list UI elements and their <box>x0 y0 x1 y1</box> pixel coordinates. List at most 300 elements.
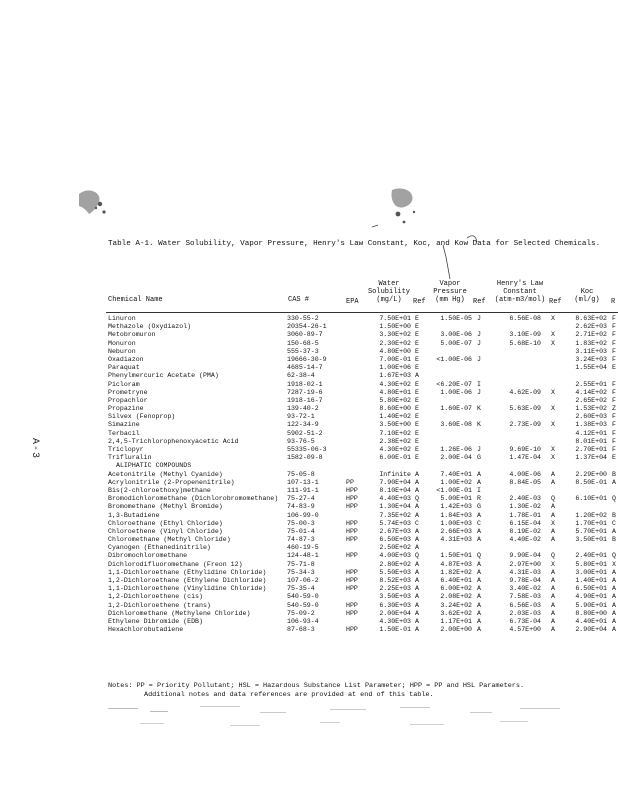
cas-number-cell: 75-35-4 <box>287 585 315 593</box>
cas-number-cell: 75-71-8 <box>287 560 315 568</box>
water-solubility-cell: 1.50E+00 <box>379 323 411 331</box>
water-solubility-cell: 1.50E-01 <box>379 626 411 634</box>
ref-cell: A <box>415 577 419 584</box>
ref-cell: E <box>415 364 419 372</box>
ref-cell: E <box>415 429 419 437</box>
ref-cell: J <box>477 339 481 347</box>
header-line: Pressure <box>433 288 467 296</box>
table-row <box>0 389 618 397</box>
vapor-pressure-cell: 3.00E-06 <box>440 331 472 339</box>
vapor-pressure-cell: 2.08E+02 <box>440 593 472 601</box>
table-row <box>0 340 618 348</box>
table-row <box>0 528 618 536</box>
ref-cell: J <box>477 331 481 339</box>
ref-cell: X <box>551 339 555 347</box>
epa-code-cell: HPP <box>346 568 358 576</box>
ref-cell: C <box>415 519 419 527</box>
header-line: Koc <box>580 288 594 296</box>
chemical-name-cell: 1,2-Dichloroethane (Ethylene Dichloride) <box>108 577 267 584</box>
ref-cell: A <box>477 560 481 568</box>
water-solubility-cell: 4.30E+03 <box>379 617 411 625</box>
water-solubility-cell: 7.00E-01 <box>379 355 411 363</box>
water-solubility-cell: 2.25E+03 <box>379 585 411 593</box>
cas-number-cell: 111-91-1 <box>287 486 319 494</box>
table-row <box>0 544 618 552</box>
cas-number-cell: 540-59-0 <box>287 601 319 609</box>
vapor-pressure-cell: <6.20E-07 <box>436 380 472 388</box>
henrys-law-cell: 4.57E+00 <box>509 626 541 634</box>
koc-cell: 4.90E+01 <box>575 593 607 601</box>
koc-cell: 3.50E+01 <box>575 536 607 544</box>
vapor-pressure-cell: 1.50E+01 <box>440 552 472 560</box>
water-solubility-cell: 8.10E+04 <box>379 486 411 494</box>
table-row <box>0 364 618 372</box>
section-heading: ALIPHATIC COMPOUNDS <box>116 462 192 470</box>
koc-cell: 2.55E+01 <box>575 380 607 388</box>
header-line: (ml/g) <box>574 296 600 304</box>
cas-number-cell: 122-34-9 <box>287 421 319 429</box>
header-line: (atm-m3/mol) <box>494 296 546 304</box>
henrys-law-cell: 1.47E-04 <box>509 454 541 462</box>
chemical-name-cell: Dibromochloromethane <box>108 552 188 560</box>
henrys-law-cell: 4.62E-09 <box>509 388 541 396</box>
ref-cell: F <box>612 396 616 404</box>
chemical-name-cell: Monuron <box>108 339 136 347</box>
ref-cell: F <box>612 323 616 331</box>
water-solubility-cell: 4.80E+00 <box>379 347 411 355</box>
ref-cell: A <box>415 536 419 544</box>
water-solubility-cell: 4.80E+01 <box>379 388 411 396</box>
koc-cell: 5.90E+01 <box>575 601 607 609</box>
vapor-pressure-cell: 2.00E+00 <box>440 626 472 634</box>
koc-cell: 6.10E+01 <box>575 495 607 503</box>
ref-cell: E <box>415 355 419 363</box>
ref-cell: B <box>612 536 616 544</box>
henrys-law-cell: 7.58E-03 <box>509 593 541 601</box>
ref-cell: A <box>415 511 419 519</box>
ref-cell: A <box>551 536 555 544</box>
chemical-name-cell: Neburon <box>108 347 136 355</box>
table-row <box>0 602 618 610</box>
ref-cell: A <box>477 593 481 601</box>
table-body <box>0 315 618 634</box>
table-row <box>0 569 618 577</box>
ref-cell: A <box>415 486 419 494</box>
ref-cell: F <box>612 446 616 453</box>
koc-cell: 1.40E+01 <box>575 577 607 584</box>
ref-cell: A <box>477 585 481 593</box>
cas-number-cell: 107-06-2 <box>287 577 319 584</box>
henrys-law-cell: 4.31E-03 <box>509 568 541 576</box>
vapor-pressure-cell: <1.00E-01 <box>436 486 472 494</box>
vapor-pressure-cell: 1.82E+02 <box>440 568 472 576</box>
table-row <box>0 372 618 380</box>
cas-number-cell: 55335-06-3 <box>287 446 327 453</box>
water-solubility-cell: 6.50E+03 <box>379 536 411 544</box>
ref-cell: Q <box>415 552 419 560</box>
koc-cell: 2.65E+02 <box>575 396 607 404</box>
ref-cell: B <box>612 470 616 478</box>
koc-cell: 1.20E+02 <box>575 511 607 519</box>
table-row <box>0 593 618 601</box>
vapor-pressure-cell: 2.00E-04 <box>440 454 472 462</box>
chemical-name-cell: Propachlor <box>108 396 148 404</box>
ref-cell: A <box>551 617 555 625</box>
ref-cell: A <box>477 470 481 478</box>
cas-number-cell: 330-55-2 <box>287 315 319 322</box>
cas-number-cell: 106-99-0 <box>287 511 319 519</box>
chemical-name-cell: Oxadiazon <box>108 355 144 363</box>
section-heading-row <box>0 462 618 470</box>
chemical-name-cell: Acetonitrile (Methyl Cyanide) <box>108 470 223 478</box>
table-row <box>0 331 618 339</box>
ref-cell: A <box>612 527 616 535</box>
ref-cell: Q <box>551 495 555 503</box>
cas-number-cell: 62-38-4 <box>287 372 315 380</box>
chemical-name-cell: Methazole (Oxydiazol) <box>108 323 192 331</box>
table-row <box>0 413 618 421</box>
vapor-pressure-cell: 1.00E+02 <box>440 478 472 486</box>
henrys-law-cell: 5.68E-10 <box>509 339 541 347</box>
cas-number-cell: 93-76-5 <box>287 437 315 445</box>
ref-cell: X <box>551 421 555 429</box>
ref-cell: A <box>415 544 419 552</box>
water-solubility-cell: 7.35E+02 <box>379 511 411 519</box>
epa-code-cell: HPP <box>346 577 358 584</box>
header-chemical-name: Chemical Name <box>108 296 163 304</box>
cas-number-cell: 20354-26-1 <box>287 323 327 331</box>
ref-cell: E <box>415 446 419 453</box>
vapor-pressure-cell: 1.42E+03 <box>440 503 472 511</box>
ref-cell: A <box>551 503 555 511</box>
epa-code-cell: HPP <box>346 536 358 544</box>
water-solubility-cell: 3.30E+02 <box>379 331 411 339</box>
cas-number-cell: 19666-30-9 <box>287 355 327 363</box>
table-row <box>0 430 618 438</box>
table-row <box>0 479 618 487</box>
henrys-law-cell: 8.84E-05 <box>509 478 541 486</box>
ref-cell: F <box>612 380 616 388</box>
annotation-marks <box>372 225 477 279</box>
ref-cell: I <box>477 380 481 388</box>
ref-cell: A <box>551 478 555 486</box>
ref-cell: F <box>612 347 616 355</box>
chemical-name-cell: Simazine <box>108 421 140 429</box>
ref-cell: X <box>551 331 555 339</box>
water-solubility-cell: 1.00E+06 <box>379 364 411 372</box>
ref-cell: E <box>415 421 419 429</box>
ref-cell: A <box>612 478 616 486</box>
vapor-pressure-cell: 7.40E+01 <box>440 470 472 478</box>
vapor-pressure-cell: 6.40E+01 <box>440 577 472 584</box>
ref-cell: F <box>612 339 616 347</box>
ref-cell: X <box>551 405 555 413</box>
cas-number-cell: 139-40-2 <box>287 405 319 413</box>
ref-cell: K <box>477 421 481 429</box>
ref-cell: A <box>612 626 616 634</box>
ref-cell: A <box>415 560 419 568</box>
vapor-pressure-cell: 1.60E-07 <box>440 405 472 413</box>
ref-cell: X <box>612 560 616 568</box>
header-line: Henry's Law <box>496 280 544 288</box>
header-henrys-law <box>488 280 552 304</box>
table-row <box>0 561 618 569</box>
ref-cell: F <box>612 413 616 421</box>
ref-cell: X <box>551 315 555 322</box>
ref-cell: B <box>612 511 616 519</box>
henrys-law-cell: 5.63E-09 <box>509 405 541 413</box>
ref-cell: F <box>612 429 616 437</box>
chemical-name-cell: Silvex (Fenoprop) <box>108 413 176 421</box>
ref-cell: A <box>415 585 419 593</box>
ref-cell: F <box>612 421 616 429</box>
koc-cell: 6.50E+01 <box>575 585 607 593</box>
epa-code-cell: HPP <box>346 486 358 494</box>
vapor-pressure-cell: <1.00E-06 <box>436 355 472 363</box>
cas-number-cell: 75-00-3 <box>287 519 315 527</box>
table-row <box>0 397 618 405</box>
chemical-name-cell: Bis(2-chloroethoxy)methane <box>108 486 211 494</box>
henrys-law-cell: 9.90E-04 <box>509 552 541 560</box>
chemical-name-cell: 1,1-Dichloroethene (Vinylidine Chloride) <box>108 585 267 593</box>
ref-cell: X <box>551 519 555 527</box>
table-row <box>0 520 618 528</box>
chemical-name-cell: 1,2-Dichloroethene (trans) <box>108 601 211 609</box>
water-solubility-cell: 3.50E+03 <box>379 593 411 601</box>
ref-cell: E <box>415 396 419 404</box>
chemical-name-cell: Trifluralin <box>108 454 152 462</box>
ref-cell: F <box>612 437 616 445</box>
koc-cell: 5.70E+01 <box>575 527 607 535</box>
ref-cell: Z <box>612 405 616 413</box>
ref-cell: X <box>551 560 555 568</box>
ref-cell: A <box>477 609 481 617</box>
cas-number-cell: 460-19-5 <box>287 544 319 552</box>
vapor-pressure-cell: 3.24E+02 <box>440 601 472 609</box>
chemical-name-cell: Terbacil <box>108 429 140 437</box>
water-solubility-cell: 8.52E+03 <box>379 577 411 584</box>
chemical-name-cell: Bromomethane (Methyl Bromide) <box>108 503 223 511</box>
table-row <box>0 618 618 626</box>
header-ref-4: R <box>611 298 616 306</box>
koc-cell: 1.83E+02 <box>575 339 607 347</box>
header-line: Constant <box>503 288 537 296</box>
vapor-pressure-cell: 1.50E-05 <box>440 315 472 322</box>
ref-cell: G <box>477 454 481 462</box>
koc-cell: 1.53E+02 <box>575 405 607 413</box>
ref-cell: E <box>415 413 419 421</box>
epa-code-cell: HPP <box>346 626 358 634</box>
table-row <box>0 495 618 503</box>
water-solubility-cell: Infinite <box>379 470 411 478</box>
chemical-name-cell: Chloroethene (Vinyl Chloride) <box>108 527 223 535</box>
ref-cell: A <box>415 527 419 535</box>
vapor-pressure-cell: 4.87E+03 <box>440 560 472 568</box>
water-solubility-cell: 7.90E+04 <box>379 478 411 486</box>
chemical-name-cell: Dichloromethane (Methylene Chloride) <box>108 609 251 617</box>
water-solubility-cell: 2.80E+02 <box>379 560 411 568</box>
header-line: Solubility <box>367 288 410 296</box>
cas-number-cell: 3060-89-7 <box>287 331 323 339</box>
koc-cell: 2.70E+01 <box>575 446 607 453</box>
ref-cell: Q <box>477 552 481 560</box>
cas-number-cell: 555-37-3 <box>287 347 319 355</box>
vapor-pressure-cell: 1.17E+01 <box>440 617 472 625</box>
cas-number-cell: 4685-14-7 <box>287 364 323 372</box>
epa-code-cell: HPP <box>346 585 358 593</box>
chemical-name-cell: Hexachlorobutadiene <box>108 626 184 634</box>
ref-cell: C <box>612 519 616 527</box>
vapor-pressure-cell: 1.84E+03 <box>440 511 472 519</box>
koc-cell: 2.60E+03 <box>575 413 607 421</box>
scan-blotch-left <box>79 190 106 214</box>
chemical-name-cell: Triclopyr <box>108 446 144 453</box>
koc-cell: 2.62E+03 <box>575 323 607 331</box>
koc-cell: 3.24E+03 <box>575 355 607 363</box>
vapor-pressure-cell: 5.00E+01 <box>440 495 472 503</box>
epa-code-cell: HPP <box>346 519 358 527</box>
header-line: Vapor <box>439 280 461 288</box>
table-row <box>0 381 618 389</box>
chemical-name-cell: Dichlorodifluoromethane (Freon 12) <box>108 560 243 568</box>
cas-number-cell: 107-13-1 <box>287 478 319 486</box>
ref-cell: A <box>551 626 555 634</box>
table-row <box>0 577 618 585</box>
bottom-noise <box>108 706 560 726</box>
ref-cell: A <box>477 617 481 625</box>
henrys-law-cell: 2.97E+00 <box>509 560 541 568</box>
vapor-pressure-cell: 3.60E-08 <box>440 421 472 429</box>
ref-cell: A <box>477 568 481 576</box>
henrys-law-cell: 6.73E-04 <box>509 617 541 625</box>
henrys-law-cell: 2.03E-03 <box>509 609 541 617</box>
water-solubility-cell: 7.50E+01 <box>379 315 411 322</box>
ref-cell: A <box>415 593 419 601</box>
cas-number-cell: 74-83-9 <box>287 503 315 511</box>
koc-cell: 3.00E+01 <box>575 568 607 576</box>
ref-cell: A <box>551 593 555 601</box>
cas-number-cell: 75-09-2 <box>287 609 315 617</box>
koc-cell: 2.29E+00 <box>575 470 607 478</box>
ref-cell: A <box>415 609 419 617</box>
cas-number-cell: 74-87-3 <box>287 536 315 544</box>
henrys-law-cell: 4.40E-02 <box>509 536 541 544</box>
ref-cell: A <box>415 626 419 634</box>
chemical-name-cell: Chloroethane (Ethyl Chloride) <box>108 519 223 527</box>
table-row <box>0 487 618 495</box>
ref-cell: J <box>477 355 481 363</box>
chemical-name-cell: Prometryne <box>108 388 148 396</box>
ref-cell: A <box>477 536 481 544</box>
ref-cell: A <box>551 470 555 478</box>
epa-code-cell: HPP <box>346 552 358 560</box>
ref-cell: A <box>415 372 419 380</box>
notes-line-1: Notes: PP = Priority Pollutant; HSL = Hazardous Substance List Parameter; HPP = PP and HSL Parameters. <box>108 682 525 690</box>
ref-cell: E <box>415 437 419 445</box>
ref-cell: A <box>612 593 616 601</box>
ref-cell: A <box>415 478 419 486</box>
ref-cell: X <box>551 454 555 462</box>
table-caption: Table A-1. Water Solubility, Vapor Pressure, Henry's Law Constant, Koc, and Kow Data for Selected Chemicals. <box>108 240 601 248</box>
ref-cell: I <box>477 486 481 494</box>
header-water-solubility <box>362 280 416 304</box>
ref-cell: F <box>612 331 616 339</box>
header-cas: CAS # <box>288 296 310 304</box>
water-solubility-cell: 2.30E+02 <box>379 339 411 347</box>
ref-cell: A <box>612 585 616 593</box>
koc-cell: 4.12E+01 <box>575 429 607 437</box>
ref-cell: F <box>612 388 616 396</box>
ref-cell: Q <box>415 495 419 503</box>
ref-cell: E <box>415 315 419 322</box>
epa-code-cell: HPP <box>346 609 358 617</box>
henrys-law-cell: 2.73E-09 <box>509 421 541 429</box>
water-solubility-cell: 4.40E+03 <box>379 495 411 503</box>
chemical-name-cell: Propazine <box>108 405 144 413</box>
ref-cell: A <box>415 568 419 576</box>
cas-number-cell: 93-72-1 <box>287 413 315 421</box>
koc-cell: 1.55E+04 <box>575 364 607 372</box>
cas-number-cell: 124-48-1 <box>287 552 319 560</box>
table-row <box>0 471 618 479</box>
henrys-law-cell: 2.40E-03 <box>509 495 541 503</box>
water-solubility-cell: 1.67E+03 <box>379 372 411 380</box>
table-row <box>0 536 618 544</box>
chemical-name-cell: Ethylene Dibromide (EDB) <box>108 617 203 625</box>
ref-cell: E <box>415 388 419 396</box>
epa-code-cell: HPP <box>346 527 358 535</box>
water-solubility-cell: 4.00E+03 <box>379 552 411 560</box>
chemical-name-cell: Chloromethane (Methyl Chloride) <box>108 536 231 544</box>
ref-cell: K <box>477 405 481 413</box>
vapor-pressure-cell: 2.66E+03 <box>440 527 472 535</box>
chemical-name-cell: Acrylonitrile (2-Propenenitrile) <box>108 478 235 486</box>
vapor-pressure-cell: 1.26E-06 <box>440 446 472 453</box>
ref-cell: G <box>477 503 481 511</box>
water-solubility-cell: 2.00E+04 <box>379 609 411 617</box>
cas-number-cell: 1918-02-1 <box>287 380 323 388</box>
water-solubility-cell: 2.67E+03 <box>379 527 411 535</box>
ref-cell: A <box>551 568 555 576</box>
cas-number-cell: 1582-09-8 <box>287 454 323 462</box>
cas-number-cell: 150-68-5 <box>287 339 319 347</box>
water-solubility-cell: 6.30E+03 <box>379 601 411 609</box>
chemical-name-cell: Paraquat <box>108 364 140 372</box>
chemical-name-cell: 1,2-Dichloroethene (cis) <box>108 593 203 601</box>
water-solubility-cell: 7.10E+02 <box>379 429 411 437</box>
vapor-pressure-cell: 3.62E+02 <box>440 609 472 617</box>
koc-cell: 4.14E+02 <box>575 388 607 396</box>
cas-number-cell: 7287-19-6 <box>287 388 323 396</box>
water-solubility-cell: 5.50E+03 <box>379 568 411 576</box>
henrys-law-cell: 1.30E-02 <box>509 503 541 511</box>
epa-code-cell: HPP <box>346 503 358 511</box>
ref-cell: A <box>415 503 419 511</box>
ref-cell: A <box>477 511 481 519</box>
ref-cell: A <box>415 470 419 478</box>
ref-cell: F <box>612 315 616 322</box>
header-koc <box>566 288 608 304</box>
cas-number-cell: 5902-51-2 <box>287 429 323 437</box>
ref-cell: Q <box>612 552 616 560</box>
ref-cell: J <box>477 315 481 322</box>
ref-cell: A <box>551 527 555 535</box>
ref-cell: E <box>415 380 419 388</box>
henrys-law-cell: 3.40E-02 <box>509 585 541 593</box>
vapor-pressure-cell: 4.31E+03 <box>440 536 472 544</box>
chemical-name-cell: Picloram <box>108 380 140 388</box>
ref-cell: A <box>477 527 481 535</box>
